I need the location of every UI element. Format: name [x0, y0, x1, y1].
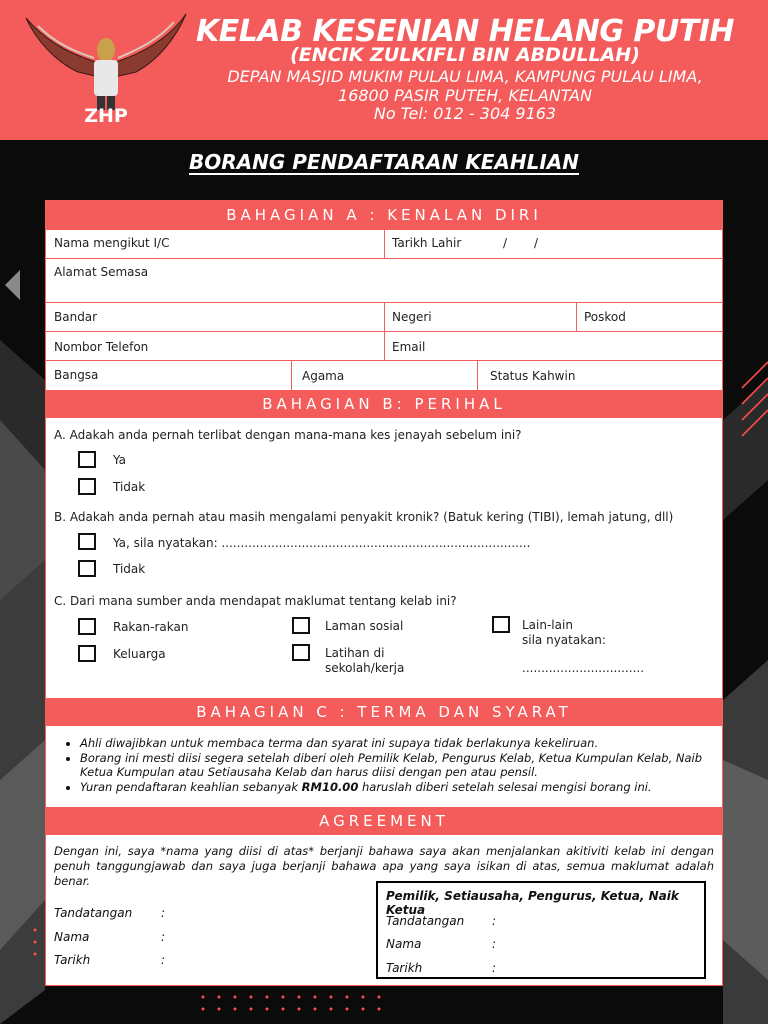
term-item-3-post: haruslah diberi setelah selesai mengisi borang ini.: [358, 779, 652, 794]
question-a-yes-label: Ya: [113, 453, 127, 467]
officials-date-colon: :: [492, 961, 497, 975]
source-other-label-1: Lain-lain: [522, 618, 573, 632]
source-social-media-label: Laman sosial: [325, 619, 404, 633]
source-other-label-2: sila nyatakan:: [522, 633, 606, 647]
agreement-header: AGREEMENT: [46, 807, 722, 835]
city-field-label: Bandar: [54, 310, 98, 324]
officials-signature-label: Tandatangan: [386, 914, 465, 928]
section-b-header: BAHAGIAN B: PERIHAL: [46, 390, 722, 418]
club-owner: (ENCIK ZULKIFLI BIN ABDULLAH): [290, 44, 640, 66]
officials-signature-box: [376, 881, 706, 979]
question-a-yes-checkbox[interactable]: [78, 451, 96, 468]
source-family-checkbox[interactable]: [78, 645, 96, 662]
marital-status-field-label: Status Kahwin: [490, 369, 576, 383]
decorative-dots: [195, 992, 395, 1012]
member-name-colon: :: [161, 930, 166, 944]
eagle-logo: [18, 10, 193, 132]
race-field-label: Bangsa: [54, 368, 99, 382]
header-banner: [0, 0, 768, 140]
officials-signature-colon: :: [492, 914, 497, 928]
source-training-label-2: sekolah/kerja: [325, 661, 405, 675]
postcode-field-label: Poskod: [584, 310, 626, 324]
source-friends-label: Rakan-rakan: [113, 620, 189, 634]
term-item-2: • Borang ini mesti diisi segera setelah diberi oleh Pemilik Kelab, Pengurus Kelab, Ketua Kumpulan Kelab, Naib Ketua Kumpulan atau Setiausaha Kelab dan harus diisi dengan pen atau pensil.: [80, 751, 730, 780]
source-other-dots: ................................: [522, 661, 645, 675]
officials-date-label: Tarikh: [386, 961, 423, 975]
registration-form: [45, 200, 723, 986]
question-b-no-label: Tidak: [113, 562, 146, 576]
term-item-3: [80, 780, 730, 795]
address-field-label: Alamat Semasa: [54, 265, 149, 279]
member-signature-colon: :: [161, 906, 166, 920]
officials-title: Pemilik, Setiausaha, Pengurus, Ketua, Naik Ketua: [386, 889, 679, 917]
state-field-label: Negeri: [392, 310, 432, 324]
question-a-text: A. Adakah anda pernah terlibat dengan mana-mana kes jenayah sebelum ini?: [54, 428, 522, 442]
form-title: BORANG PENDAFTARAN KEAHLIAN: [189, 150, 579, 174]
logo-text: ZHP: [84, 105, 128, 127]
question-b-yes-label: Ya, sila nyatakan: .................................................................................: [113, 536, 531, 550]
section-a-header: BAHAGIAN A : KENALAN DIRI: [46, 201, 722, 229]
member-signature-label: Tandatangan: [54, 906, 133, 920]
officials-name-label: Nama: [386, 937, 422, 951]
term-item-3-pre: Yuran pendaftaran keahlian sebanyak: [80, 779, 302, 794]
email-field-label: Email: [392, 340, 426, 354]
source-friends-checkbox[interactable]: [78, 618, 96, 635]
club-phone: No Tel: 012 - 304 9163: [373, 104, 557, 123]
phone-field-label: Nombor Telefon: [54, 340, 149, 354]
question-b-text: B. Adakah anda pernah atau masih mengalami penyakit kronik? (Batuk kering (TIBI), lemah jatung, dll): [54, 510, 674, 524]
religion-field-label: Agama: [302, 369, 345, 383]
terms-list: [64, 736, 730, 794]
member-date-label: Tarikh: [54, 953, 91, 967]
dob-separator-2: /: [534, 236, 539, 250]
term-item-1: • Ahli diwajibkan untuk membaca terma dan syarat ini supaya tidak berlakunya kekeliruan.: [80, 736, 730, 751]
name-field-label: Nama mengikut I/C: [54, 236, 170, 250]
question-a-no-label: Tidak: [113, 480, 146, 494]
club-address-line1: DEPAN MASJID MUKIM PULAU LIMA, KAMPUNG PULAU LIMA,: [227, 67, 703, 86]
club-name: KELAB KESENIAN HELANG PUTIH: [196, 14, 734, 49]
section-c-header: BAHAGIAN C : TERMA DAN SYARAT: [46, 698, 722, 726]
question-b-yes-checkbox[interactable]: [78, 533, 96, 550]
dob-separator-1: /: [503, 236, 508, 250]
source-other-checkbox[interactable]: [492, 616, 510, 633]
officials-name-colon: :: [492, 937, 497, 951]
member-name-label: Nama: [54, 930, 90, 944]
registration-fee: RM10.00: [301, 779, 359, 794]
source-training-label-1: Latihan di: [325, 646, 385, 660]
agreement-text: Dengan ini, saya *nama yang diisi di atas* berjanji bahawa saya akan menjalankan akitiviti kelab ini dengan penuh tanggungjawab dan saya juga berjanji bahawa apa yang saya isikan di atas, semua maklumat adalah benar.: [54, 844, 714, 888]
question-b-no-checkbox[interactable]: [78, 560, 96, 577]
source-training-checkbox[interactable]: [292, 644, 310, 661]
dob-field-label: Tarikh Lahir: [392, 236, 462, 250]
member-date-colon: :: [161, 953, 166, 967]
club-address-line2: 16800 PASIR PUTEH, KELANTAN: [338, 86, 592, 105]
source-family-label: Keluarga: [113, 647, 166, 661]
question-a-no-checkbox[interactable]: [78, 478, 96, 495]
question-c-text: C. Dari mana sumber anda mendapat maklumat tentang kelab ini?: [54, 594, 457, 608]
source-social-media-checkbox[interactable]: [292, 617, 310, 634]
